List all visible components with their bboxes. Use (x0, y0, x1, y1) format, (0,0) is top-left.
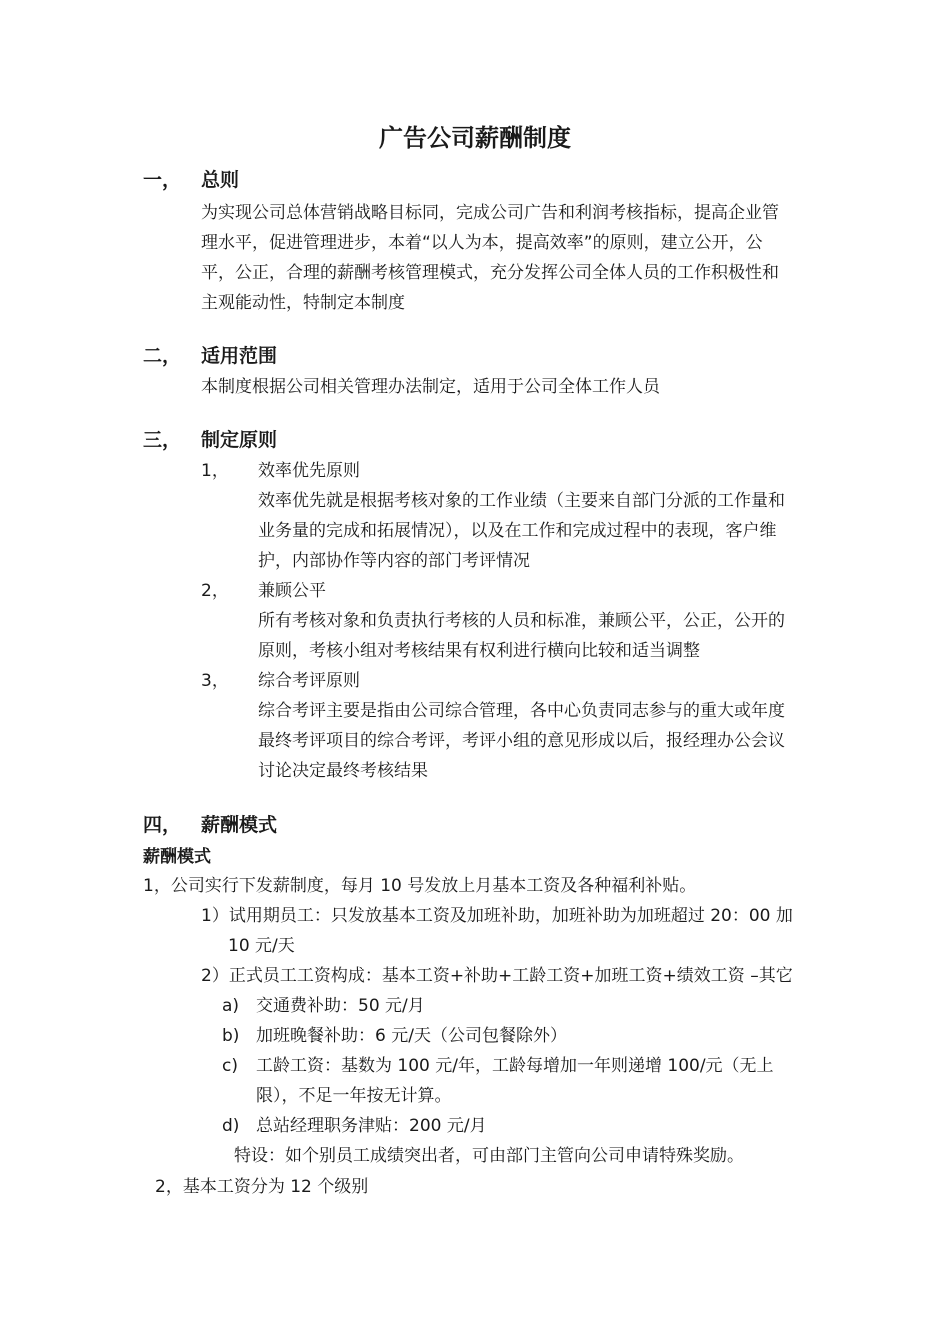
salary-point-1-2: 2）正式员工工资构成：基本工资+补助+工龄工资+加班工资+绩效工资 –其它 (201, 966, 793, 986)
principle-2-line-2: 原则，考核小组对考核结果有权利进行横向比较和适当调整 (258, 641, 700, 661)
subitem-b-text: 加班晚餐补助：6 元/天（公司包餐除外） (256, 1026, 567, 1046)
principle-2-line-1: 所有考核对象和负责执行考核的人员和标准，兼顾公平，公正，公开的 (258, 611, 785, 631)
section-2-line-1: 本制度根据公司相关管理办法制定，适用于公司全体工作人员 (201, 377, 660, 397)
principle-2-number: 2， (201, 581, 229, 601)
section-2-number: 二， (143, 345, 182, 367)
section-1-number: 一， (143, 169, 182, 191)
subitem-d-label: d) (222, 1116, 240, 1136)
section-1-heading: 总则 (201, 169, 240, 191)
principle-3-line-1: 综合考评主要是指由公司综合管理，各中心负责同志参与的重大或年度 (258, 701, 785, 721)
salary-point-1-1-line-2: 10 元/天 (228, 936, 295, 956)
principle-3-title: 综合考评原则 (258, 671, 360, 691)
section-2-heading: 适用范围 (201, 345, 278, 367)
section-4-heading: 薪酬模式 (201, 814, 278, 836)
special-note: 特设：如个别员工成绩突出者，可由部门主管向公司申请特殊奖励。 (234, 1146, 744, 1166)
section-4-number: 四， (143, 814, 182, 836)
section-3-heading: 制定原则 (201, 429, 278, 451)
subitem-c-text-line-1: 工龄工资：基数为 100 元/年，工龄每增加一年则递增 100/元（无上 (256, 1056, 774, 1076)
subitem-a-text: 交通费补助：50 元/月 (256, 996, 425, 1016)
salary-point-2: 2，基本工资分为 12 个级别 (155, 1177, 369, 1197)
section-1-line-2: 理水平，促进管理进步，本着“以人为本，提高效率”的原则，建立公开，公 (201, 233, 763, 253)
subitem-d-text: 总站经理职务津贴：200 元/月 (256, 1116, 487, 1136)
subitem-c-label: c) (222, 1056, 238, 1076)
document-title: 广告公司薪酬制度 (379, 124, 571, 152)
principle-1-number: 1， (201, 461, 229, 481)
principle-3-number: 3， (201, 671, 229, 691)
subitem-c-text-line-2: 限），不足一年按无计算。 (256, 1086, 452, 1106)
principle-1-line-3: 护，内部协作等内容的部门考评情况 (258, 551, 530, 571)
section-1-line-3: 平，公正，合理的薪酬考核管理模式，充分发挥公司全体人员的工作积极性和 (201, 263, 779, 283)
section-3-number: 三， (143, 429, 182, 451)
section-1-line-4: 主观能动性，特制定本制度 (201, 293, 405, 313)
subitem-a-label: a) (222, 996, 240, 1016)
principle-3-line-2: 最终考评项目的综合考评，考评小组的意见形成以后，报经理办公会议 (258, 731, 785, 751)
principle-1-line-2: 业务量的完成和拓展情况），以及在工作和完成过程中的表现，客户维 (258, 521, 777, 541)
subitem-b-label: b) (222, 1026, 240, 1046)
principle-2-title: 兼顾公平 (258, 581, 326, 601)
section-1-line-1: 为实现公司总体营销战略目标同，完成公司广告和利润考核指标，提高企业管 (201, 203, 779, 223)
principle-1-title: 效率优先原则 (258, 461, 360, 481)
salary-point-1-1-line-1: 1）试用期员工：只发放基本工资及加班补助，加班补助为加班超过 20：00 加 (201, 906, 793, 926)
section-4-subheading: 薪酬模式 (143, 847, 211, 867)
principle-3-line-3: 讨论决定最终考核结果 (258, 761, 428, 781)
salary-point-1: 1，公司实行下发薪制度，每月 10 号发放上月基本工资及各种福利补贴。 (143, 876, 697, 896)
principle-1-line-1: 效率优先就是根据考核对象的工作业绩（主要来自部门分派的工作量和 (258, 491, 785, 511)
